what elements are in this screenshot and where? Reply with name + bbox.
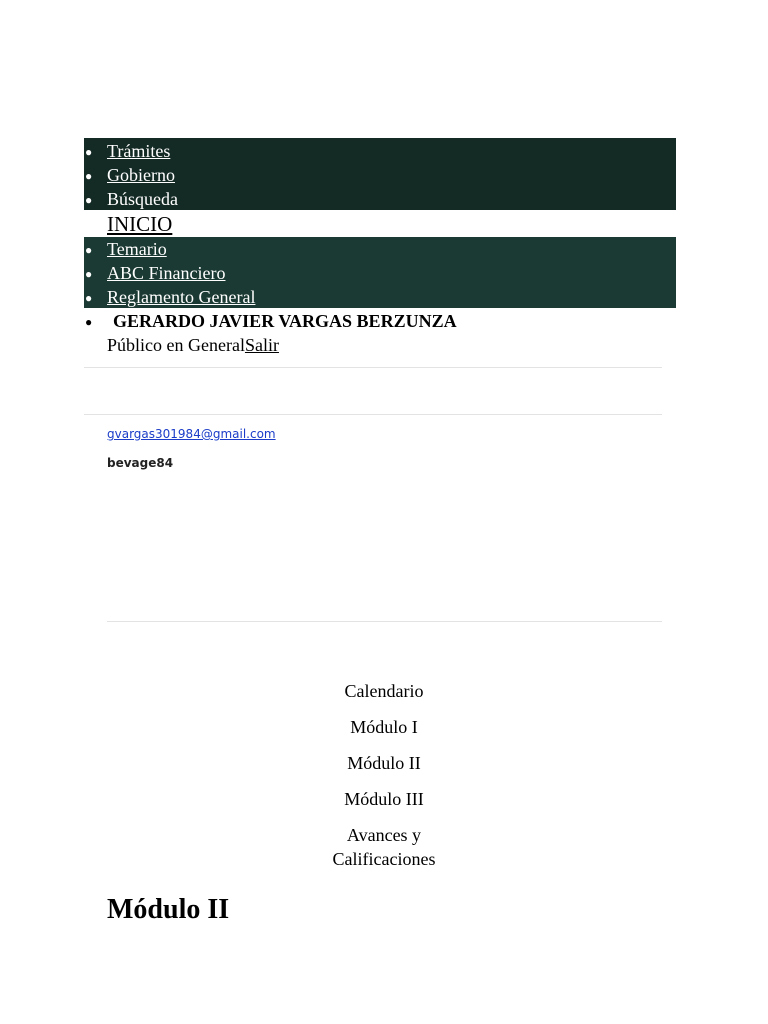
user-username: bevage84 [107, 456, 174, 470]
logout-link[interactable]: Salir [244, 335, 279, 355]
nav-item-gobierno [84, 163, 676, 187]
user-role: Público en General [107, 335, 245, 355]
divider [84, 367, 662, 368]
bullet-icon: ● [85, 315, 93, 329]
nav-item-abc-financiero [84, 261, 676, 285]
secondary-nav [84, 237, 676, 309]
bullet-icon: ● [85, 193, 93, 207]
nav-item-tramites [84, 139, 676, 163]
nav-item-reglamento-general [84, 285, 676, 309]
menu-link-avances-calificaciones[interactable]: Avances y Calificaciones [332, 825, 436, 869]
menu-link-modulo-3[interactable]: Módulo III [344, 789, 424, 809]
course-menu [300, 679, 468, 871]
nav-link-abc-financiero[interactable]: ABC Financiero [107, 263, 226, 283]
divider [107, 621, 662, 622]
user-name-row [84, 309, 676, 333]
user-email-link[interactable]: gvargas301984@gmail.com [107, 427, 276, 441]
inicio-link[interactable]: INICIO [107, 212, 173, 236]
bullet-icon: ● [85, 243, 93, 257]
user-name: GERARDO JAVIER VARGAS BERZUNZA [113, 311, 457, 331]
menu-link-modulo-1[interactable]: Módulo I [350, 717, 418, 737]
nav-item-temario [84, 237, 676, 261]
user-role-row [107, 333, 279, 357]
nav-link-temario[interactable]: Temario [107, 239, 167, 259]
page-title: Módulo II [107, 894, 230, 925]
bullet-icon: ● [85, 291, 93, 305]
top-nav [84, 139, 676, 211]
bullet-icon: ● [85, 267, 93, 281]
menu-link-calendario[interactable]: Calendario [344, 681, 424, 701]
bullet-icon: ● [85, 169, 93, 183]
bullet-icon: ● [85, 145, 93, 159]
nav-link-reglamento-general[interactable]: Reglamento General [107, 287, 256, 307]
nav-link-gobierno[interactable]: Gobierno [107, 165, 175, 185]
nav-item-busqueda [84, 187, 676, 211]
menu-link-modulo-2[interactable]: Módulo II [347, 753, 421, 773]
nav-link-busqueda[interactable]: Búsqueda [107, 189, 178, 209]
nav-link-tramites[interactable]: Trámites [107, 141, 171, 161]
divider [84, 414, 662, 415]
